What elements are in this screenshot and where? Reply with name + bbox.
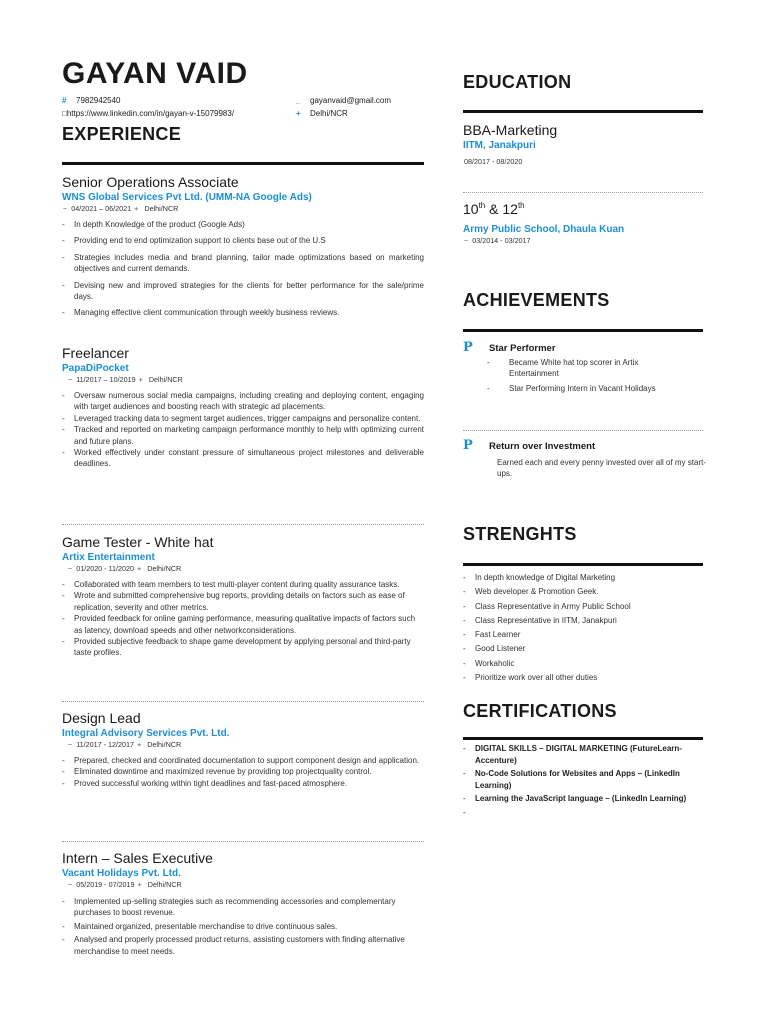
achievements-divider	[463, 329, 703, 332]
job-title: Intern – Sales Executive	[62, 850, 213, 866]
certification-item: - DIGITAL SKILLS – DIGITAL MARKETING (FutureLearn- Accenture)	[463, 743, 708, 766]
job-bullets	[62, 896, 424, 957]
location-pin-icon: +	[137, 564, 142, 573]
bullet-item: - Oversaw numerous social media campaigns, including creating and deploying content, engaging with target audiences and boosting reach with strategic ad placements.	[62, 390, 424, 413]
certification-item: - Learning the JavaScript language – (LinkedIn Learning)	[463, 793, 708, 805]
location-icon: +	[296, 109, 301, 118]
education-divider	[463, 110, 703, 113]
job-meta	[62, 740, 424, 750]
achievements-heading: ACHIEVEMENTS	[463, 290, 610, 310]
bullet-item: - Eliminated downtime and maximized revenue by providing top projectquality control.	[62, 766, 424, 777]
education-entry	[463, 201, 624, 246]
bullet-item: - Provided feedback for online gaming performance, measuring qualitative impacts of factors such as latency, download speeds and other networkconsiderations.	[62, 613, 424, 636]
job-dates: 11/2017 - 12/2017	[76, 740, 135, 749]
job-entry	[62, 710, 424, 789]
certifications-list	[463, 743, 708, 818]
strengths-heading: STRENGHTS	[463, 524, 577, 544]
education-heading: EDUCATION	[463, 72, 572, 92]
strength-item: - Good Listener	[463, 642, 703, 656]
achievement-item	[463, 342, 703, 394]
calendar-icon: ~	[68, 880, 73, 889]
job-location: Delhi/NCR	[147, 880, 182, 889]
degree-title: BBA-Marketing	[463, 122, 558, 138]
job-meta	[62, 564, 424, 574]
job-title: Game Tester - White hat	[62, 534, 214, 550]
candidate-name: GAYAN VAID	[62, 57, 248, 90]
achievement-sub: - Became White hat top scorer in Artix Entertainment	[487, 357, 687, 380]
bullet-item: - Leveraged tracking data to segment target audiences, trigger campaigns and personalize content.	[62, 413, 424, 424]
certifications-divider	[463, 737, 703, 740]
job-title: Design Lead	[62, 710, 141, 726]
job-location: Delhi/NCR	[147, 740, 182, 749]
calendar-icon: ~	[68, 375, 73, 384]
bullet-item: - Implemented up-selling strategies such as recommending accessories and complementary purchases to boost revenue.	[62, 896, 424, 919]
education-meta	[463, 236, 624, 246]
job-company: PapaDiPocket	[62, 363, 129, 374]
bullet-item: - Provided subjective feedback to shape game development by applying personal and third-party taste profiles.	[62, 636, 424, 659]
achievement-title: Return over Investment	[489, 441, 596, 452]
job-dates: 01/2020 - 11/2020	[76, 564, 135, 573]
phone-contact	[62, 96, 121, 106]
calendar-icon: ~	[68, 740, 73, 749]
job-meta	[62, 375, 424, 385]
job-meta	[62, 880, 424, 890]
job-company: Vacant Holidays Pvt. Ltd.	[62, 868, 181, 879]
bullet-item: - Maintained organized, presentable merchandise to drive continuous sales.	[62, 921, 424, 932]
job-location: Delhi/NCR	[144, 204, 179, 213]
job-entry	[62, 534, 424, 659]
strength-item: - Class Representative in IITM, Janakpuri	[463, 614, 703, 628]
bullet-item: - Providing end to end optimization support to clients base out of the U.S	[62, 235, 424, 246]
job-bullets	[62, 219, 424, 319]
strength-item: - Class Representative in Army Public School	[463, 600, 703, 614]
bullet-item: - Proved successful working within tight deadlines and fast-paced atmosphere.	[62, 778, 424, 789]
job-bullets	[62, 390, 424, 470]
location-pin-icon: +	[138, 375, 143, 384]
education-separator	[463, 192, 703, 193]
job-dates: 05/2019 - 07/2019	[76, 880, 135, 889]
phone-icon: #	[62, 96, 67, 105]
achievement-separator	[463, 430, 703, 431]
job-bullets	[62, 755, 424, 789]
bullet-item: - Collaborated with team members to test multi-player content during quality assurance tasks.	[62, 579, 424, 590]
bullet-item: - Analysed and properly processed product returns, assisting customers with finding alternative merchandise to meet needs.	[62, 934, 424, 957]
job-company: Integral Advisory Services Pvt. Ltd.	[62, 728, 230, 739]
strengths-divider	[463, 563, 703, 566]
certifications-heading: CERTIFICATIONS	[463, 701, 617, 721]
job-bullets	[62, 579, 424, 659]
achievement-sub: - Star Performing Intern in Vacant Holidays	[487, 383, 687, 394]
achievement-subs	[487, 357, 687, 394]
certification-item	[463, 807, 708, 818]
education-dates: 03/2014 - 03/2017	[472, 236, 531, 245]
location-pin-icon: +	[134, 204, 139, 213]
strength-item: - Prioritize work over all other duties	[463, 671, 703, 685]
school-name: Army Public School, Dhaula Kuan	[463, 224, 625, 235]
experience-divider	[62, 162, 424, 165]
linkedin-url[interactable]: https://www.linkedin.com/in/gayan-v-15079983/	[66, 109, 235, 118]
job-dates: 04/2021 – 06/2021	[71, 204, 132, 213]
location-contact	[296, 109, 348, 119]
job-company: WNS Global Services Pvt Ltd. (UMM-NA Google Ads)	[62, 192, 312, 203]
job-title: Senior Operations Associate	[62, 174, 239, 190]
job-location: Delhi/NCR	[148, 375, 183, 384]
degree-part: & 12	[485, 201, 518, 217]
strength-item: - Fast Learner	[463, 628, 703, 642]
achievement-icon: P	[463, 340, 473, 355]
degree-part: 10	[463, 201, 479, 217]
job-separator	[62, 841, 424, 842]
degree-sup: th	[517, 201, 525, 210]
achievement-title: Star Performer	[489, 343, 556, 354]
certification-item: - No-Code Solutions for Websites and Apps – (LinkedIn Learning)	[463, 768, 708, 791]
bullet-item: - In depth Knowledge of the product (Google Ads)	[62, 219, 424, 230]
bullet-item: - Prepared, checked and coordinated documentation to support component design and application.	[62, 755, 424, 766]
email-contact	[296, 96, 391, 106]
bullet-item: - Devising new and improved strategies for the clients for better performance for the sale/prime days.	[62, 280, 424, 303]
degree-sup: th	[478, 201, 486, 210]
job-dates: 11/2017 – 10/2019	[76, 375, 136, 384]
job-separator	[62, 524, 424, 525]
calendar-icon: ~	[63, 204, 68, 213]
bullet-item: - Worked effectively under constant pressure of simultaneous project milestones and deliverable deadlines.	[62, 447, 424, 470]
job-entry	[62, 345, 424, 470]
location-pin-icon: +	[137, 740, 142, 749]
job-entry	[62, 850, 424, 959]
calendar-icon: ~	[464, 236, 469, 245]
job-title: Freelancer	[62, 345, 129, 361]
job-location: Delhi/NCR	[147, 564, 182, 573]
degree-title	[463, 201, 624, 218]
education-entry	[463, 122, 557, 167]
bullet-item: - Wrote and submitted comprehensive bug reports, providing details on factors such as ease of replication, severity and other metrics.	[62, 590, 424, 613]
strengths-list	[463, 571, 703, 685]
bullet-item: - Strategies includes media and brand planning, tailor made optimizations based on marketing objectives and current demands.	[62, 252, 424, 275]
bullet-item: - Managing effective client communication through weekly business reviews.	[62, 307, 424, 318]
link-icon: □	[62, 109, 67, 118]
strengths-list-wrap	[463, 571, 703, 685]
education-dates: 08/2017 - 08/2020	[464, 157, 523, 166]
email-icon: _	[296, 96, 301, 105]
calendar-icon: ~	[68, 564, 73, 573]
job-company: Artix Entertainment	[62, 552, 155, 563]
strength-item: - Workaholic	[463, 657, 703, 671]
achievement-icon: P	[463, 438, 473, 453]
bullet-item: - Tracked and reported on marketing campaign performance monthly to help with optimizing current and future plans.	[62, 424, 424, 447]
certifications-list-wrap	[463, 743, 708, 820]
strength-item: - In depth knowledge of Digital Marketing	[463, 571, 703, 585]
experience-heading: EXPERIENCE	[62, 124, 182, 144]
job-entry	[62, 174, 424, 324]
achievement-text: Earned each and every penny invested over all of my start-ups.	[497, 458, 706, 478]
job-separator	[62, 701, 424, 702]
school-name: IITM, Janakpuri	[463, 140, 536, 151]
email-address[interactable]: gayanvaid@gmail.com	[310, 96, 392, 105]
job-meta	[62, 204, 424, 214]
strength-item: - Web developer & Promotion Geek.	[463, 585, 703, 599]
phone-number: 7982942540	[76, 96, 121, 105]
achievement-item	[463, 438, 706, 479]
linkedin-contact	[62, 109, 234, 119]
location-pin-icon: +	[137, 880, 142, 889]
location-text: Delhi/NCR	[310, 109, 348, 118]
